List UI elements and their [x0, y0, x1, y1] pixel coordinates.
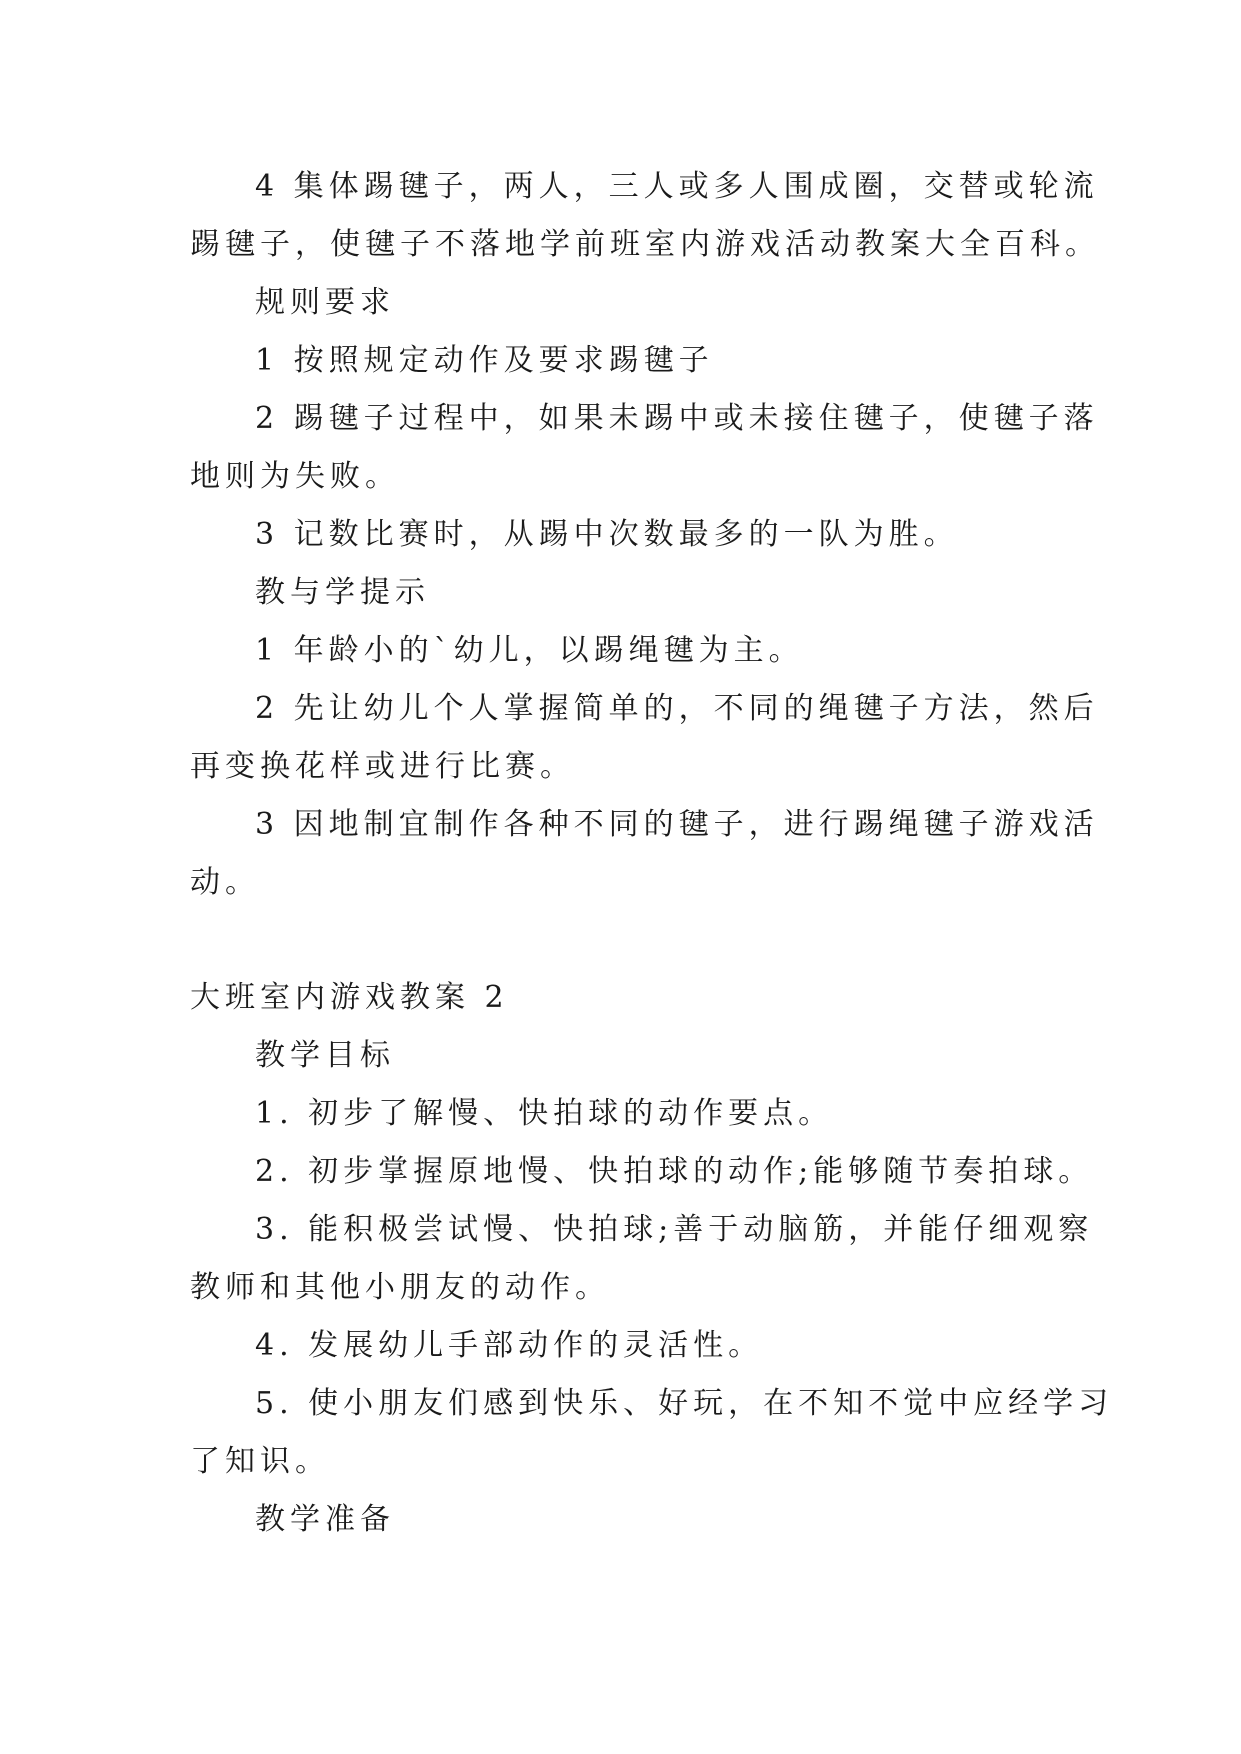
paragraph-line: 4 集体踢毽子，两人，三人或多人围成圈，交替或轮流 — [255, 169, 1099, 204]
paragraph-line: 再变换花样或进行比赛。 — [190, 749, 575, 784]
section-heading: 教学准备 — [255, 1502, 395, 1537]
paragraph-line: 地则为失败。 — [190, 459, 400, 494]
list-item: 1. 初步了解慢、快拍球的动作要点。 — [255, 1096, 834, 1131]
section-heading: 教与学提示 — [255, 575, 430, 610]
list-item: 5. 使小朋友们感到快乐、好玩，在不知不觉中应经学习 — [255, 1386, 1114, 1421]
paragraph-line: 2 踢毽子过程中，如果未踢中或未接住毽子，使毽子落 — [255, 401, 1099, 436]
paragraph-line: 3 记数比赛时，从踢中次数最多的一队为胜。 — [255, 517, 959, 552]
paragraph-line: 2 先让幼儿个人掌握简单的，不同的绳毽子方法，然后 — [255, 691, 1099, 726]
list-item-continuation: 了知识。 — [190, 1444, 330, 1479]
document-title: 大班室内游戏教案 2 — [190, 980, 509, 1015]
section-heading: 规则要求 — [255, 285, 395, 320]
paragraph-line: 踢毽子，使毽子不落地学前班室内游戏活动教案大全百科。 — [190, 227, 1100, 262]
paragraph-line: 1 年龄小的`幼儿，以踢绳毽为主。 — [255, 633, 804, 668]
paragraph-line: 3 因地制宜制作各种不同的毽子，进行踢绳毽子游戏活 — [255, 807, 1099, 842]
list-item: 3. 能积极尝试慢、快拍球;善于动脑筋，并能仔细观察 — [255, 1212, 1094, 1247]
section-heading: 教学目标 — [255, 1038, 395, 1073]
paragraph-line: 动。 — [190, 865, 260, 900]
list-item: 4. 发展幼儿手部动作的灵活性。 — [255, 1328, 764, 1363]
list-item-continuation: 教师和其他小朋友的动作。 — [190, 1270, 610, 1305]
paragraph-line: 1 按照规定动作及要求踢毽子 — [255, 343, 714, 378]
list-item: 2. 初步掌握原地慢、快拍球的动作;能够随节奏拍球。 — [255, 1154, 1094, 1189]
